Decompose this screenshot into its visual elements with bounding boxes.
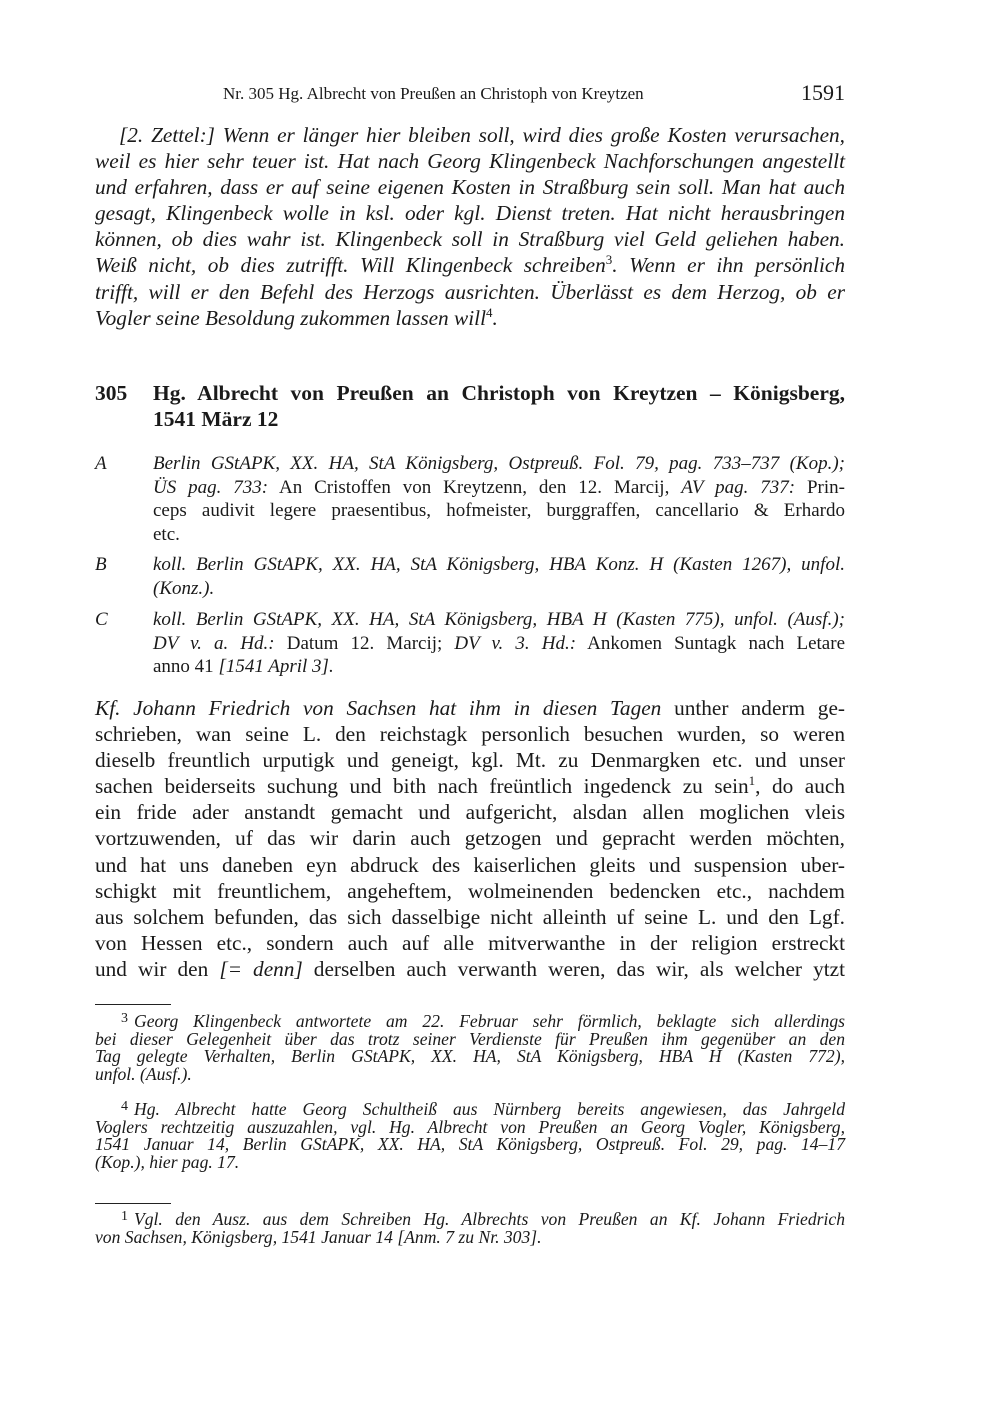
footnote-mark: 1	[121, 1209, 128, 1224]
witness-line: ceps audivit legere praesentibus, hofmeister, burggraffen, cancellario & Erhardo	[153, 500, 845, 521]
witness-line	[153, 476, 845, 500]
zettel-text: Vogler seine Besoldung zukommen lassen will	[95, 305, 486, 330]
zettel-line: können, ob dies wahr ist. Klingenbeck soll in Straßburg viel Geld geliehen haben.	[95, 227, 845, 252]
zettel-line: und erfahren, dass er auf seine eigenen Kosten in Straßburg sein soll. Man hat auch	[95, 175, 845, 200]
page-number: 1591	[801, 80, 845, 105]
footnote-line: 1541 Januar 14, Berlin GStAPK, XX. HA, StA Königsberg, Ostpreuß. Fol. 29, pag. 14–17	[95, 1134, 845, 1154]
footnote-ref-1[interactable]: 1	[748, 773, 756, 789]
witness-line: koll. Berlin GStAPK, XX. HA, StA Königsberg, HBA H (Kasten 775), unfol. (Ausf.);	[153, 609, 845, 630]
zettel-text: . Wenn er ihn persönlich	[612, 253, 845, 278]
witness-text: anno 41	[153, 656, 219, 677]
witness-text: Ankomen Suntagk nach Letare	[576, 632, 845, 654]
main-line: schrieben, wan seine L. den reichstagk personlich besuchen wurden, so weren	[95, 722, 845, 747]
zettel-text: .	[492, 305, 498, 330]
main-line: schigkt mit freuntlichem, angeheftem, wolmeinenden bedencken etc., nachdem	[95, 878, 845, 903]
main-text-editorial: [= denn]	[219, 956, 303, 981]
witness-text: An Cristoffen von Kreytzenn, den 12. Marcij,	[268, 476, 682, 498]
footnote-text: Hg. Albrecht hatte Georg Schultheiß aus Nürnberg bereits angewiesen, das Jahrgeld	[134, 1099, 845, 1119]
footnote-line	[95, 1211, 845, 1229]
footnote-4	[95, 1101, 845, 1171]
footnote-line	[95, 1013, 845, 1031]
zettel-line: gesagt, Klingenbeck wolle in ksl. oder kgl. Dienst treten. Hat nicht herausbringen	[95, 201, 845, 226]
zettel-line: [2. Zettel:] Wenn er länger hier bleiben soll, wird dies große Kosten verursachen,	[119, 123, 845, 147]
footnote-mark: 3	[121, 1011, 128, 1026]
witness-text: [1541 April 3].	[218, 656, 334, 677]
main-text-quote: unther anderm ge-	[661, 696, 845, 720]
document-title	[153, 380, 845, 432]
main-line: und hat uns daneben eyn abdruck des kaiserlichen gleits und suspension uber-	[95, 852, 845, 877]
witness-description	[153, 452, 845, 546]
main-line: vortzuwenden, uf das wir darin auch getzogen und gepracht werden möchten,	[95, 826, 845, 851]
witness-siglum: C	[95, 609, 108, 630]
footnote-line: unfol. (Ausf.).	[95, 1063, 192, 1084]
main-line: dieselb freuntlich urputigk und geneigt, kgl. Mt. zu Denmargken etc. und unser	[95, 748, 845, 773]
footnote-line: (Kop.), hier pag. 17.	[95, 1151, 240, 1172]
witness-line	[153, 655, 845, 679]
witness-line	[153, 632, 845, 656]
footnote-line: Voglers rechtzeitig auszuzahlen, vgl. Hg. Albrecht von Preußen an Georg Vogler, Königsberg,	[95, 1116, 845, 1137]
witness-text: DV v. 3. Hd.:	[454, 632, 577, 654]
footnote-1	[95, 1211, 845, 1246]
witness-line: Berlin GStAPK, XX. HA, StA Königsberg, Ostpreuß. Fol. 79, pag. 733–737 (Kop.);	[153, 453, 845, 474]
footnote-text: Vgl. den Ausz. aus dem Schreiben Hg. Albrechts von Preußen an Kf. Johann Friedrich	[134, 1209, 845, 1229]
main-line: ein fride ader anstandt gemacht und aufgericht, alsdan allen moglichen vleis	[95, 800, 845, 825]
zettel-line: weil es hier sehr teuer ist. Hat nach Georg Klingenbeck Nachforschungen angestellt	[95, 149, 845, 174]
document-title-line: Hg. Albrecht von Preußen an Christoph von Kreytzen – Königsberg,	[153, 381, 845, 405]
zettel-line	[95, 305, 845, 331]
main-text-quote: und wir den	[95, 956, 220, 981]
document-number: 305	[95, 381, 128, 405]
witness-description	[153, 608, 845, 679]
footnote-text: Georg Klingenbeck antwortete am 22. Februar sehr förmlich, beklagte sich allerdings	[134, 1011, 845, 1031]
footnote-ref-4[interactable]: 4	[486, 304, 493, 320]
witness-text: DV v. a. Hd.:	[153, 632, 275, 654]
footnote-line	[95, 1101, 845, 1119]
footnote-3	[95, 1013, 845, 1083]
witness-line: etc.	[153, 523, 180, 545]
main-line: von Hessen etc., sondern auch auf alle mitverwanthe in der religion erstreckt	[95, 930, 845, 955]
footnote-mark: 4	[121, 1099, 128, 1114]
main-text-quote: , do auch	[755, 774, 845, 799]
zettel-paragraph	[95, 122, 845, 331]
running-title: Nr. 305 Hg. Albrecht von Preußen an Christoph von Kreytzen	[223, 84, 644, 103]
footnote-ref-3[interactable]: 3	[605, 252, 613, 268]
zettel-text: Weiß nicht, ob dies zutrifft. Will Klingenbeck schreiben	[95, 253, 606, 278]
witness-text: ÜS pag. 733:	[153, 476, 269, 498]
footnote-line: bei dieser Gelegenheit über das trotz seiner Verdienste für Preußen ihm gegenüber an den	[95, 1028, 845, 1049]
main-text	[95, 695, 845, 982]
main-text-summary: Kf. Johann Friedrich von Sachsen hat ihm in diesen Tagen	[95, 696, 662, 720]
document-title-line: 1541 März 12	[153, 407, 279, 431]
main-line: aus solchem befunden, das sich dasselbige nicht alleinth uf seine L. und den Lgf.	[95, 904, 845, 929]
footnote-rule	[95, 1004, 171, 1005]
main-line	[95, 695, 845, 721]
footnote-line: von Sachsen, Königsberg, 1541 Januar 14 [Anm. 7 zu Nr. 303].	[95, 1226, 542, 1247]
witness-siglum: B	[95, 554, 107, 575]
witness-text: Prin-	[795, 476, 845, 498]
zettel-line	[95, 252, 845, 278]
zettel-line: trifft, will er den Befehl des Herzogs ausrichten. Überlässt es dem Herzog, ob er	[95, 279, 845, 304]
witness-text: AV pag. 737:	[681, 476, 796, 498]
main-line	[95, 773, 845, 799]
footnote-line: Tag gelegte Verhalten, Berlin GStAPK, XX. HA, StA Königsberg, HBA H (Kasten 772),	[95, 1046, 845, 1066]
witness-line: koll. Berlin GStAPK, XX. HA, StA Königsberg, HBA Konz. H (Kasten 1267), unfol.	[153, 554, 845, 575]
witness-text: Datum 12. Marcij;	[274, 632, 455, 654]
witness-siglum: A	[95, 453, 107, 474]
main-text-quote: derselben auch verwanth weren, das wir, als welcher ytzt	[302, 956, 846, 981]
witness-line: (Konz.).	[153, 577, 215, 599]
main-text-quote: sachen beiderseits suchung und bith nach freüntlich ingedenck zu sein	[95, 774, 749, 799]
main-line	[95, 956, 845, 982]
footnote-rule	[95, 1203, 171, 1204]
running-head	[95, 80, 845, 108]
witness-description	[153, 553, 845, 600]
